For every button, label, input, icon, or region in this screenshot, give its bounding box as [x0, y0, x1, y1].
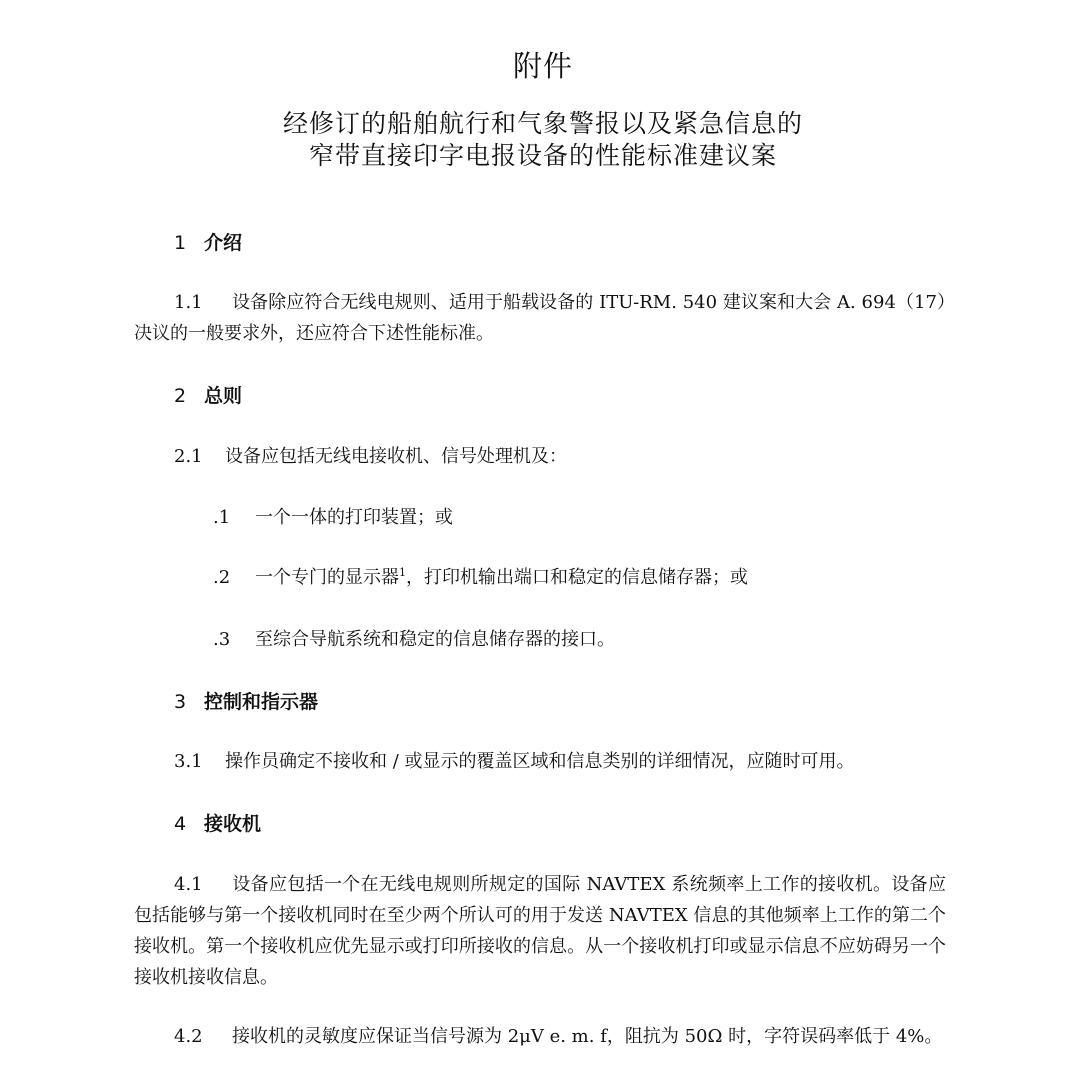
paragraph-text: 设备应包括一个在无线电规则所规定的国际 NAVTEX 系统频率上工作的接收机。设备应包括能够与第一个接收机同时在至少两个所认可的用于发送 NAVTEX 信息的其他频率上工作的第二个接收机。第一个接收机应优先显示或打印所接收的信息。从一个接收机打印或显示信息不应妨碍另一个接收机接收信息。 — [134, 874, 946, 988]
item-mark: .2 — [213, 567, 231, 588]
section-number: 1 — [174, 232, 187, 254]
section-4-heading — [174, 812, 261, 836]
paragraph-number: 3.1 — [174, 751, 203, 772]
section-2-heading — [174, 384, 242, 408]
item-mark: .3 — [213, 629, 231, 650]
item-text: 一个专门的显示器 — [255, 567, 399, 588]
paragraph-2-1 — [134, 441, 946, 472]
paragraph-3-1 — [134, 746, 946, 777]
section-3-heading — [174, 690, 318, 714]
paragraph-text: 设备除应符合无线电规则、适用于船载设备的 ITU-RM. 540 建议案和大会 A. 694（17）决议的一般要求外，还应符合下述性能标准。 — [134, 292, 946, 344]
section-number: 2 — [174, 385, 187, 407]
paragraph-text: 设备应包括无线电接收机、信号处理机及： — [225, 446, 567, 467]
paragraph-number: 2.1 — [174, 446, 203, 467]
section-title: 接收机 — [204, 813, 262, 835]
section-title: 总则 — [204, 385, 243, 407]
document-title — [0, 108, 1086, 172]
section-1-heading — [174, 231, 242, 255]
title-line-1: 经修订的船舶航行和气象警报以及紧急信息的 — [282, 109, 803, 138]
section-title: 控制和指示器 — [204, 691, 319, 713]
section-title: 介绍 — [204, 232, 243, 254]
section-number: 3 — [174, 691, 187, 713]
section-number: 4 — [174, 813, 187, 835]
list-item — [213, 628, 615, 652]
paragraph-text: 操作员确定不接收和 / 或显示的覆盖区域和信息类别的详细情况，应随时可用。 — [225, 751, 855, 772]
list-item — [213, 506, 453, 530]
footnote-ref: 1 — [399, 566, 406, 579]
paragraph-text: 接收机的灵敏度应保证当信号源为 2μV e. m. f，阻抗为 50Ω 时，字符误码率低于 4%。 — [232, 1026, 943, 1047]
attachment-label: 附件 — [512, 49, 573, 83]
item-text: 一个一体的打印装置；或 — [255, 507, 453, 528]
paragraph-1-1 — [134, 287, 946, 349]
paragraph-4-2 — [134, 1021, 946, 1052]
paragraph-4-1 — [134, 869, 946, 993]
item-text: 至综合导航系统和稳定的信息储存器的接口。 — [255, 629, 615, 650]
paragraph-number: 1.1 — [174, 292, 203, 313]
item-text-continued: ，打印机输出端口和稳定的信息储存器；或 — [406, 567, 748, 588]
paragraph-number: 4.2 — [174, 1026, 203, 1047]
paragraph-number: 4.1 — [174, 874, 203, 895]
title-line-2: 窄带直接印字电报设备的性能标准建议案 — [308, 141, 777, 170]
list-item — [213, 566, 748, 590]
item-mark: .1 — [213, 507, 231, 528]
